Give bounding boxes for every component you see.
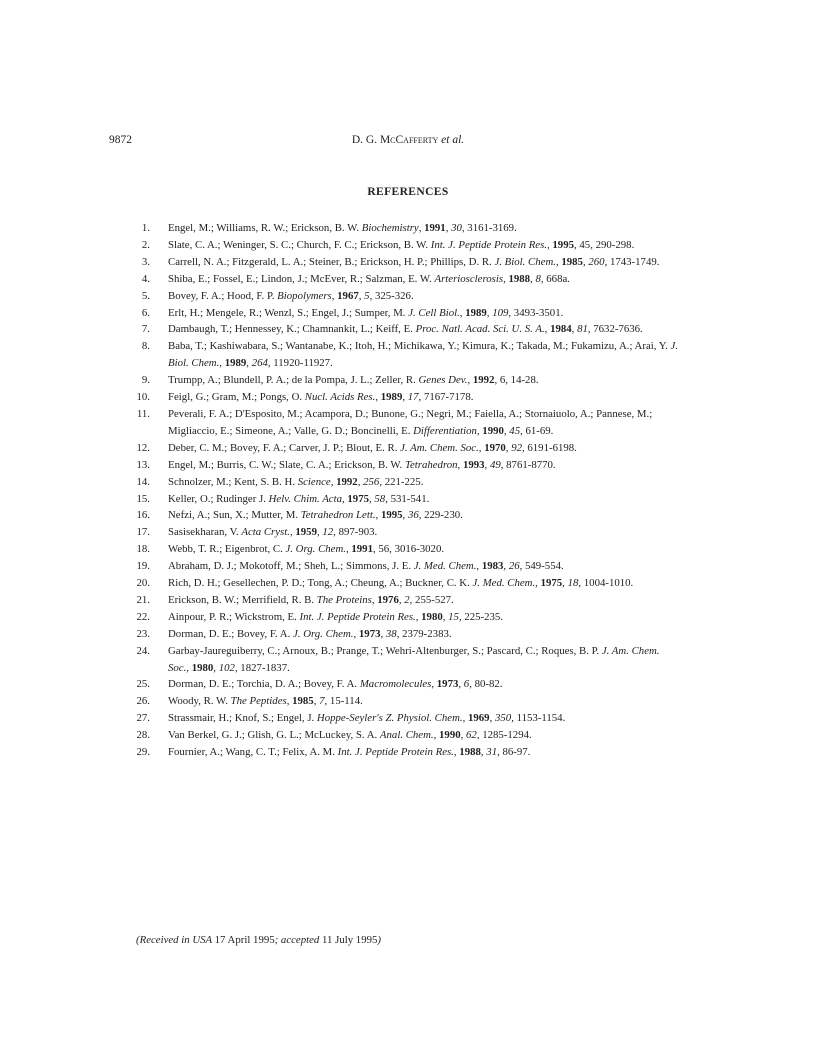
reference-text: , 11920-11927.	[267, 357, 333, 370]
reference-text: ,	[398, 593, 405, 606]
reference-text: ,	[219, 357, 225, 370]
reference-text: ,	[457, 458, 463, 471]
reference-text: ,	[562, 577, 568, 590]
reference-text: Van Berkel, G. J.; Glish, G. L.; McLuckey, S. A.	[168, 729, 380, 742]
reference-text: ,	[375, 391, 381, 404]
reference-year: 1988	[459, 746, 481, 759]
reference-text: , 61-69.	[520, 424, 554, 437]
reference-text: Sasisekharan, V.	[168, 526, 242, 539]
reference-text: ,	[486, 306, 493, 319]
reference-text: ,	[489, 712, 495, 725]
reference-number: 29.	[136, 746, 150, 759]
reference-text: ,	[460, 729, 467, 742]
reference-text: Erlt, H.; Mengele, R.; Wenzl, S.; Engel, J.; Sumper, M.	[168, 306, 409, 319]
reference-text: Webb, T. R.; Eigenbrot, C.	[168, 543, 286, 556]
reference-text: ,	[467, 374, 473, 387]
running-head	[0, 134, 816, 146]
reference-text: ,	[478, 441, 485, 454]
reference-journal-or-volume: 38	[385, 627, 397, 640]
reference-text: , 86-97.	[497, 746, 531, 759]
reference-number: 10.	[136, 391, 150, 404]
reference-text: ,	[484, 458, 490, 471]
received-text: (Received in USA	[136, 934, 212, 946]
reference-text: ,	[544, 323, 551, 336]
reference-number: 20.	[136, 577, 150, 590]
reference-journal-or-volume: 92	[511, 441, 522, 454]
reference-text: ,	[453, 746, 460, 759]
reference-text: , 221-225.	[379, 475, 424, 488]
reference-year: 1973	[358, 627, 381, 640]
reference-number: 22.	[136, 610, 150, 623]
reference-text: Dorman, D. E.; Torchia, D. A.; Bovey, F. A.	[168, 678, 360, 691]
reference-number: 28.	[136, 729, 150, 742]
reference-text: , 1827-1837.	[234, 661, 290, 674]
reference-text: ,	[380, 627, 386, 640]
reference-item	[120, 288, 680, 305]
reference-journal-or-volume: 260	[588, 255, 605, 268]
reference-journal-or-volume: J. Am. Chem. Soc.	[400, 441, 479, 454]
reference-text: ,	[418, 222, 425, 234]
reference-year: 1975	[347, 492, 369, 505]
reference-number: 25.	[136, 678, 150, 691]
reference-journal-or-volume: 256	[363, 475, 380, 488]
page-number: 9872	[109, 134, 132, 146]
running-head-authors: D. G. McCafferty	[351, 134, 439, 146]
reference-item	[120, 507, 680, 524]
reference-number: 24.	[136, 644, 150, 657]
reference-text: ,	[571, 323, 578, 336]
reference-text: ,	[503, 424, 510, 437]
reference-journal-or-volume: 2	[404, 593, 410, 606]
reference-year: 1995	[380, 509, 403, 522]
reference-number: 2.	[141, 238, 150, 251]
reference-journal-or-volume: Int. J. Peptide Protein Res.	[299, 610, 416, 623]
reference-item	[120, 676, 680, 693]
reference-journal-or-volume: J. Biol. Chem.	[168, 340, 679, 370]
reference-text: , 255-527.	[409, 593, 454, 606]
reference-year: 1970	[484, 441, 506, 454]
reference-year: 1967	[337, 289, 359, 302]
reference-item	[120, 491, 680, 508]
reference-item	[120, 727, 680, 744]
reference-number: 23.	[136, 627, 150, 640]
reference-number: 14.	[136, 475, 150, 488]
reference-text: , 2379-2383.	[396, 627, 452, 640]
reference-text: , 549-554.	[519, 560, 564, 573]
reference-text: ,	[458, 678, 464, 691]
received-date: 17 April 1995	[214, 934, 275, 946]
reference-journal-or-volume: 350	[494, 712, 512, 725]
reference-number: 11.	[136, 407, 150, 420]
reference-year: 1989	[465, 306, 487, 319]
reference-journal-or-volume: J. Med. Chem.	[472, 577, 536, 590]
reference-journal-or-volume: 62	[466, 729, 477, 742]
reference-year: 1980	[421, 610, 443, 623]
reference-item	[120, 643, 680, 677]
reference-text: , 6, 14-28.	[494, 374, 539, 387]
reference-journal-or-volume: 31	[486, 746, 498, 759]
reference-year: 1980	[191, 661, 214, 674]
reference-text: ,	[402, 391, 408, 404]
accepted-text: ; accepted	[274, 934, 320, 946]
reference-text: , 1153-1154.	[511, 712, 566, 725]
reference-item	[120, 744, 680, 761]
reference-text: ,	[459, 306, 466, 319]
reference-journal-or-volume: 102	[218, 661, 235, 674]
reference-text: ,	[503, 272, 509, 285]
reference-text: ,	[547, 238, 553, 251]
reference-year: 1976	[377, 593, 399, 606]
reference-text: ,	[555, 255, 562, 268]
reference-journal-or-volume: 18	[567, 577, 579, 590]
reference-text: ,	[480, 746, 487, 759]
reference-journal-or-volume: 17	[407, 391, 419, 404]
reference-text: Trumpp, A.; Blundell, P. A.; de la Pompa, J. L.; Zeller, R.	[168, 374, 419, 387]
reference-text: ,	[371, 593, 378, 606]
reference-item	[120, 338, 680, 372]
reference-text: ,	[375, 509, 381, 522]
reference-year: 1988	[508, 272, 531, 285]
reference-number: 21.	[136, 593, 150, 606]
reference-text: , 3161-3169.	[461, 222, 517, 234]
reference-year: 1991	[424, 222, 446, 234]
reference-year: 1989	[380, 391, 403, 404]
reference-year: 1985	[292, 695, 314, 708]
reference-number: 13.	[136, 458, 150, 471]
reference-journal-or-volume: The Peptides	[230, 695, 287, 708]
reference-text: , 225-235.	[458, 610, 504, 623]
reference-journal-or-volume: 6	[463, 678, 470, 691]
reference-text: Fournier, A.; Wang, C. T.; Felix, A. M.	[168, 746, 338, 759]
reference-number: 7.	[141, 323, 150, 336]
reference-year: 1989	[224, 357, 247, 370]
reference-journal-or-volume: Acta Cryst.	[241, 526, 290, 539]
reference-text: , 7632-7636.	[587, 323, 643, 336]
reference-item	[120, 626, 680, 643]
reference-text: , 1285-1294.	[476, 729, 532, 742]
reference-number: 17.	[136, 526, 150, 539]
reference-item	[120, 524, 680, 541]
reference-item	[120, 457, 680, 474]
reference-text: ,	[476, 560, 482, 573]
reference-journal-or-volume: The Proteins	[316, 593, 372, 606]
reference-text: Nefzi, A.; Sun, X.; Mutter, M.	[168, 509, 301, 522]
reference-text: ,	[442, 610, 449, 623]
reference-text: , 56, 3016-3020.	[372, 543, 445, 556]
reference-text: Abraham, D. J.; Mokotoff, M.; Sheh, L.; Simmons, J. E.	[168, 560, 414, 573]
reference-item	[120, 254, 680, 271]
reference-text: ,	[246, 357, 252, 370]
reference-journal-or-volume: Differentiation	[413, 424, 477, 437]
reference-number: 3.	[141, 255, 150, 268]
reference-item	[120, 321, 680, 338]
reference-text: , 6191-6198.	[521, 441, 577, 454]
reference-text: , 668a.	[540, 272, 570, 285]
reference-journal-or-volume: Hoppe-Seyler's Z. Physiol. Chem.	[316, 712, 463, 725]
reference-text: ,	[316, 526, 323, 539]
reference-text: , 45, 290-298.	[574, 238, 635, 251]
reference-number: 19.	[136, 560, 150, 573]
reference-text: ,	[313, 695, 320, 708]
reference-text: Erickson, B. W.; Merrifield, R. B.	[168, 593, 317, 606]
reference-journal-or-volume: 45	[509, 424, 521, 437]
reference-text: Bovey, F. A.; Hood, F. P.	[168, 289, 278, 302]
reference-item	[120, 693, 680, 710]
reference-text: ,	[505, 441, 512, 454]
reference-item	[120, 220, 680, 237]
reference-list	[120, 220, 680, 761]
reference-journal-or-volume: J. Biol. Chem.	[494, 255, 556, 268]
reference-text: Rich, D. H.; Gesellechen, P. D.; Tong, A.; Cheung, A.; Buckner, C. K.	[168, 577, 473, 590]
reference-text: , 325-326.	[369, 289, 414, 302]
reference-text: Strassmair, H.; Knof, S.; Engel, J.	[168, 712, 317, 725]
reference-journal-or-volume: Tetrahedron	[404, 458, 458, 471]
reference-text: Deber, C. M.; Bovey, F. A.; Carver, J. P.; Blout, E. R.	[168, 441, 401, 454]
reference-year: 1990	[482, 424, 504, 437]
reference-text: , 8761-8770.	[500, 458, 556, 471]
reference-text: Slate, C. A.; Weninger, S. C.; Church, F. C.; Erickson, B. W.	[168, 238, 431, 251]
reference-text: , 897-903.	[333, 526, 378, 539]
reference-text: Feigl, G.; Gram, M.; Pongs, O.	[168, 391, 305, 404]
reference-journal-or-volume: J. Am. Chem. Soc.	[168, 644, 660, 674]
reference-text: ,	[213, 661, 219, 674]
reference-number: 12.	[136, 441, 150, 454]
reference-text: , 1743-1749.	[604, 255, 660, 268]
reference-text: , 3493-3501.	[508, 306, 564, 319]
reference-year: 1983	[481, 560, 504, 573]
received-note	[136, 934, 381, 946]
reference-text: Schnolzer, M.; Kent, S. B. H.	[168, 475, 298, 488]
reference-text: Ainpour, P. R.; Wickstrom, E.	[168, 610, 300, 623]
reference-item	[120, 440, 680, 457]
reference-year: 1975	[540, 577, 563, 590]
reference-journal-or-volume: Int. J. Peptide Protein Res.	[337, 746, 454, 759]
accepted-date: 11 July 1995	[322, 934, 378, 946]
reference-item	[120, 558, 680, 575]
reference-journal-or-volume: 12	[322, 526, 334, 539]
reference-item	[120, 305, 680, 322]
reference-journal-or-volume: Nucl. Acids Res.	[304, 391, 376, 404]
reference-journal-or-volume: 8	[535, 272, 541, 285]
reference-text: , 229-230.	[418, 509, 463, 522]
reference-year: 1985	[561, 255, 583, 268]
reference-text: Garbay-Jaureguiberry, C.; Arnoux, B.; Prange, T.; Wehri-Altenburger, S.; Pascard, C.; Roques, B. P.	[168, 644, 602, 657]
reference-year: 1984	[550, 323, 572, 336]
reference-text: ,	[433, 729, 440, 742]
reference-text: Engel, M.; Burris, C. W.; Slate, C. A.; Erickson, B. W.	[168, 458, 405, 471]
reference-item	[120, 474, 680, 491]
reference-text: Shiba, E.; Fossel, E.; Lindon, J.; McEver, R.; Salzman, E. W.	[168, 272, 435, 285]
reference-item	[120, 237, 680, 254]
reference-text: ,	[431, 678, 437, 691]
reference-year: 1992	[336, 475, 358, 488]
reference-journal-or-volume: J. Med. Chem.	[413, 560, 477, 573]
reference-number: 5.	[141, 289, 150, 302]
reference-year: 1959	[295, 526, 317, 539]
reference-journal-or-volume: Helv. Chim. Acta	[268, 492, 342, 505]
reference-text: ,	[186, 661, 192, 674]
reference-text: Carrell, N. A.; Fitzgerald, L. A.; Steiner, B.; Erickson, H. P.; Phillips, D. R.	[168, 255, 495, 268]
reference-text: ,	[342, 492, 348, 505]
reference-text: ,	[330, 475, 337, 488]
reference-journal-or-volume: J. Org. Chem.	[285, 543, 346, 556]
reference-number: 1.	[141, 222, 150, 234]
reference-year: 1992	[472, 374, 495, 387]
reference-text: ,	[357, 475, 364, 488]
reference-text: ,	[369, 492, 375, 505]
reference-item	[120, 575, 680, 592]
reference-text: ,	[530, 272, 536, 285]
reference-number: 15.	[136, 492, 150, 505]
reference-text: Woody, R. W.	[168, 695, 231, 708]
reference-text: Baba, T.; Kashiwabara, S.; Wantanabe, K.; Itoh, H.; Michikawa, Y.; Kimura, K.; Takada, M.; Fukamizu, A.; Arai, Y.	[168, 340, 671, 353]
reference-journal-or-volume: 36	[407, 509, 419, 522]
reference-year: 1973	[436, 678, 459, 691]
reference-year: 1995	[552, 238, 574, 251]
reference-text: ,	[353, 627, 359, 640]
reference-number: 4.	[141, 272, 150, 285]
reference-text: ,	[503, 560, 509, 573]
reference-item	[120, 592, 680, 609]
reference-year: 1991	[351, 543, 373, 556]
reference-text: ,	[345, 543, 352, 556]
reference-journal-or-volume: 49	[489, 458, 501, 471]
reference-journal-or-volume: 30	[451, 222, 462, 234]
reference-year: 1969	[467, 712, 490, 725]
reference-text: ,	[415, 610, 422, 623]
reference-item	[120, 609, 680, 626]
reference-item	[120, 271, 680, 288]
reference-journal-or-volume: 81	[577, 323, 588, 336]
reference-text: ,	[535, 577, 541, 590]
reference-text: Peverali, F. A.; D'Esposito, M.; Acampora, D.; Bunone, G.; Negri, M.; Faiella, A.; Stornaiuolo, A.; Pannese, M.; Migliaccio, E.; Simeone, A.; Valle, G. D.; Boncinelli, E.	[168, 407, 653, 437]
reference-text: , 7167-7178.	[418, 391, 474, 404]
reference-item	[120, 710, 680, 727]
running-head-et-al: et al.	[441, 134, 465, 146]
reference-text: , 531-541.	[385, 492, 430, 505]
reference-journal-or-volume: 58	[374, 492, 386, 505]
reference-journal-or-volume: Proc. Natl. Acad. Sci. U. S. A.	[415, 323, 545, 336]
reference-journal-or-volume: 7	[319, 695, 325, 708]
reference-number: 16.	[136, 509, 150, 522]
reference-text: , 80-82.	[469, 678, 503, 691]
reference-text: ,	[445, 222, 452, 234]
reference-journal-or-volume: 264	[251, 357, 268, 370]
reference-item	[120, 406, 680, 440]
reference-journal-or-volume: Macromolecules	[359, 678, 432, 691]
reference-item	[120, 541, 680, 558]
reference-text: ,	[582, 255, 589, 268]
received-close: )	[377, 934, 382, 946]
reference-journal-or-volume: Genes Dev.	[418, 374, 468, 387]
reference-text: , 1004-1010.	[578, 577, 634, 590]
reference-journal-or-volume: J. Cell Biol.	[408, 306, 460, 319]
reference-text: ,	[331, 289, 338, 302]
reference-journal-or-volume: Biochemistry	[361, 222, 419, 234]
reference-journal-or-volume: Science	[297, 475, 331, 488]
reference-number: 26.	[136, 695, 150, 708]
reference-journal-or-volume: 26	[508, 560, 520, 573]
reference-text: ,	[286, 695, 293, 708]
reference-text: Engel, M.; Williams, R. W.; Erickson, B. W.	[168, 222, 362, 234]
section-title: REFERENCES	[367, 186, 449, 198]
reference-item	[120, 372, 680, 389]
reference-journal-or-volume: 5	[364, 289, 370, 302]
reference-text: , 15-114.	[324, 695, 363, 708]
reference-number: 27.	[136, 712, 150, 725]
reference-text: ,	[402, 509, 408, 522]
reference-number: 8.	[141, 340, 150, 353]
reference-journal-or-volume: Arteriosclerosis	[434, 272, 504, 285]
reference-journal-or-volume: 109	[492, 306, 509, 319]
reference-text: Dambaugh, T.; Hennessey, K.; Chamnankit, L.; Keiff, E.	[168, 323, 416, 336]
reference-journal-or-volume: Int. J. Peptide Protein Res.	[430, 238, 547, 251]
reference-text: Keller, O.; Rudinger J.	[168, 492, 269, 505]
reference-journal-or-volume: 15	[448, 610, 459, 623]
reference-number: 6.	[141, 306, 150, 319]
reference-year: 1993	[462, 458, 485, 471]
reference-text: Dorman, D. E.; Bovey, F. A.	[168, 627, 293, 640]
reference-journal-or-volume: Biopolymers	[277, 289, 332, 302]
reference-number: 18.	[136, 543, 150, 556]
reference-text: ,	[476, 424, 483, 437]
reference-journal-or-volume: Anal. Chem.	[379, 729, 434, 742]
reference-item	[120, 389, 680, 406]
reference-number: 9.	[141, 374, 150, 387]
reference-text: ,	[358, 289, 365, 302]
reference-text: ,	[462, 712, 468, 725]
reference-year: 1990	[439, 729, 461, 742]
reference-journal-or-volume: J. Org. Chem.	[293, 627, 354, 640]
reference-journal-or-volume: Tetrahedron Lett.	[300, 509, 376, 522]
reference-text: ,	[289, 526, 296, 539]
